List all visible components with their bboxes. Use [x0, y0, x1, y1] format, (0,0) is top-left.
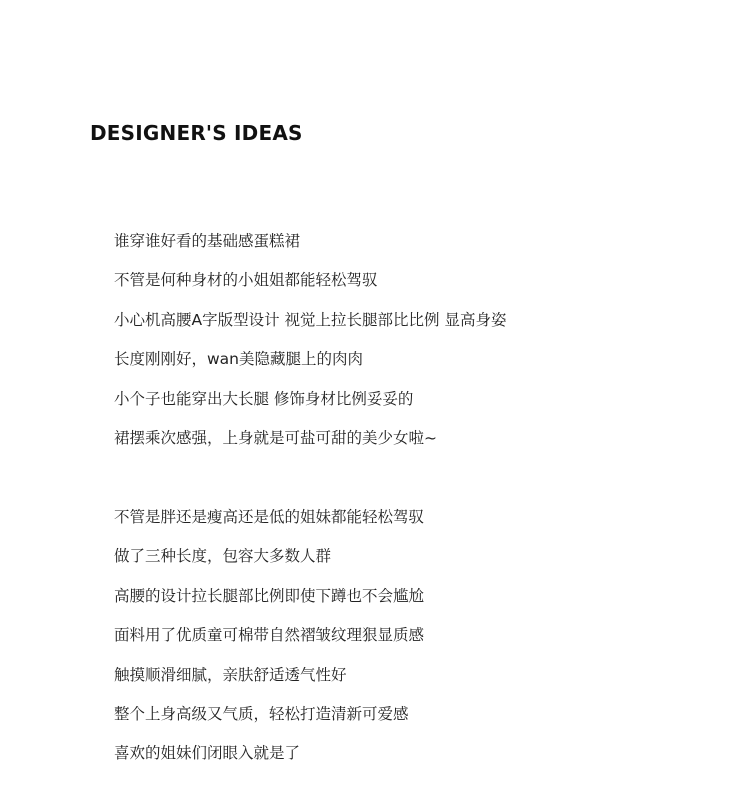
description-line: 不管是何种身材的小姐姐都能轻松驾驭	[114, 271, 378, 290]
description-line: 喜欢的姐妹们闭眼入就是了	[114, 744, 301, 763]
description-line: 长度刚刚好，wan美隐藏腿上的肉肉	[114, 350, 364, 369]
description-line: 不管是胖还是瘦高还是低的姐妹都能轻松驾驭	[114, 508, 425, 526]
description-line: 面料用了优质童可棉带自然褶皱纹理狠显质感	[114, 626, 425, 645]
description-paragraph-1	[114, 231, 506, 467]
description-line: 裙摆乘次感强，上身就是可盐可甜的美少女啦~	[114, 428, 437, 447]
description-line: 做了三种长度，包容大多数人群	[114, 547, 332, 566]
description-line: 触摸顺滑细腻，亲肤舒适透气性好	[114, 665, 347, 684]
description-line: 小心机高腰A字版型设计 视觉上拉长腿部比比例 显高身姿	[114, 310, 507, 329]
section-title: DESIGNER'S IDEAS	[90, 121, 303, 145]
description-line: 高腰的设计拉长腿部比例即使下蹲也不会尴尬	[114, 586, 425, 605]
description-line: 整个上身高级又气质，轻松打造清新可爱感	[114, 704, 409, 723]
description-line: 小个子也能穿出大长腿 修饰身材比例妥妥的	[114, 389, 414, 408]
description-line: 谁穿谁好看的基础感蛋糕裙	[114, 232, 301, 250]
description-paragraph-2	[114, 507, 424, 783]
